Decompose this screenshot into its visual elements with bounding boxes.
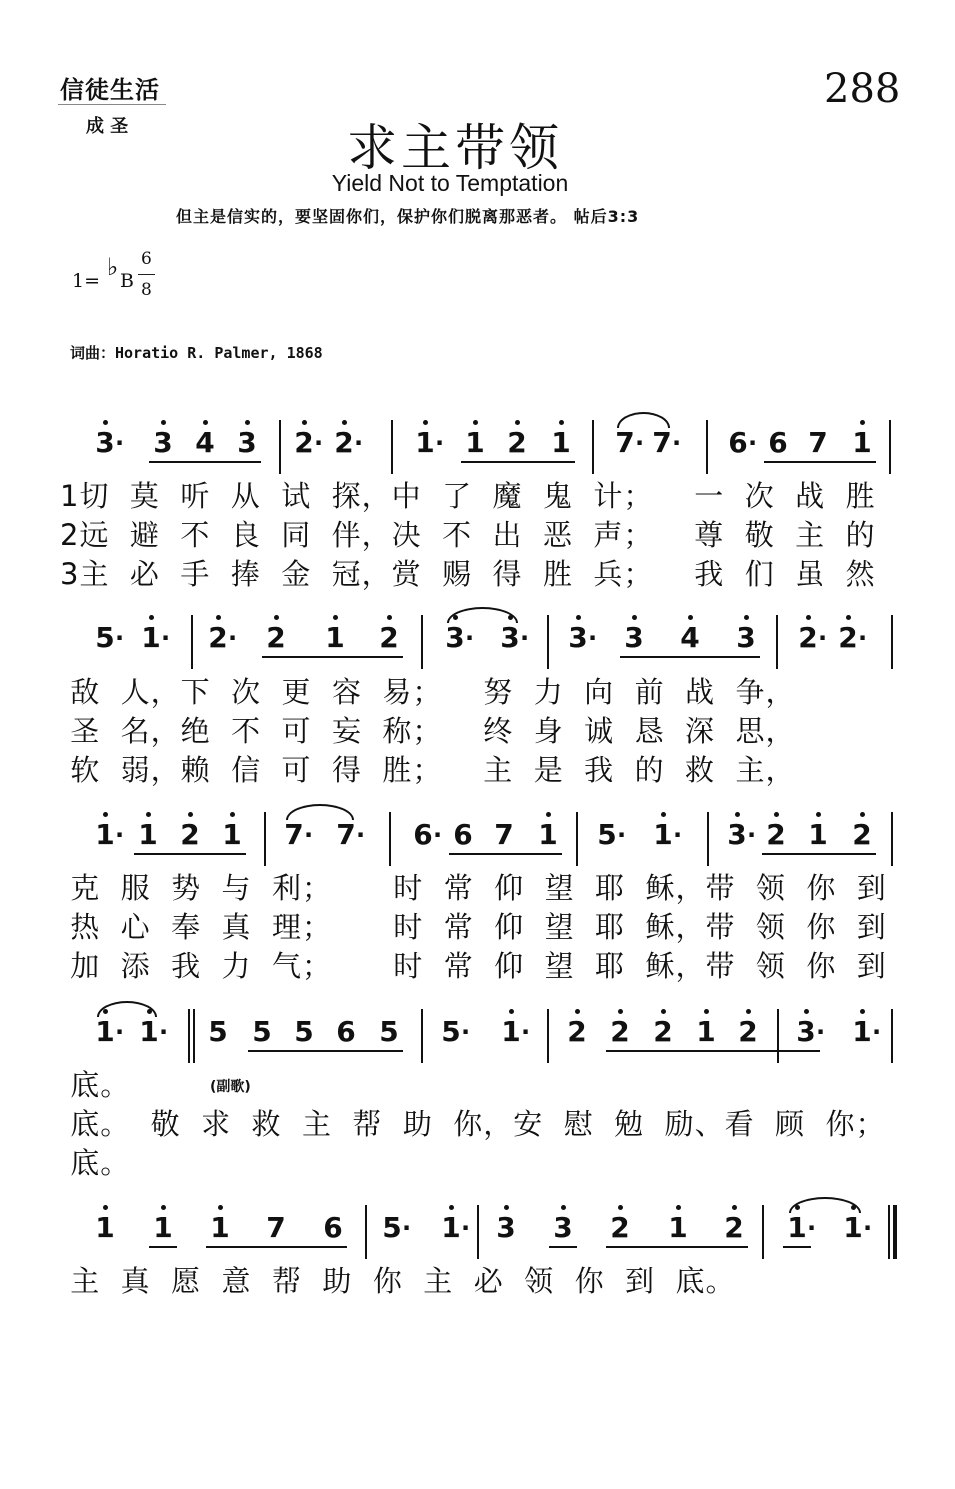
note-7: 7	[652, 426, 672, 459]
augmentation-dot: ·	[356, 821, 366, 849]
high-octave-dot	[188, 812, 193, 817]
lyric-verse-2-line-1: 2远 避 不 良 同 伴，决 不 出 恶 声； 尊 敬 主 的	[60, 518, 876, 552]
time-signature-numerator: 6	[141, 249, 152, 269]
note-3: 3	[550, 1211, 576, 1245]
eighth-note-beam	[134, 853, 246, 855]
time-signature-denominator: 8	[141, 280, 152, 300]
note-1: 1	[136, 1015, 162, 1049]
augmentation-dot: ·	[159, 1018, 169, 1046]
augmentation-dot: ·	[461, 1018, 471, 1046]
note-1: 1	[92, 818, 118, 852]
augmentation-dot: ·	[402, 1214, 412, 1242]
barline	[592, 420, 594, 474]
high-octave-dot	[504, 1205, 509, 1210]
augmentation-dot: ·	[816, 1018, 826, 1046]
music-line-4	[0, 1001, 955, 1081]
composer-credits: 词曲：Horatio R. Palmer, 1868	[70, 344, 323, 362]
note-2: 2	[650, 1015, 676, 1049]
note-1: 1	[438, 1211, 464, 1245]
tie-arc	[286, 804, 354, 820]
hymn-title: 求主带领	[347, 119, 563, 177]
category-divider	[58, 104, 166, 105]
eighth-note-beam	[783, 1246, 811, 1248]
note-1: 1	[462, 426, 488, 460]
note-6: 6	[768, 426, 788, 459]
augmentation-dot: ·	[672, 429, 682, 457]
high-octave-dot	[632, 615, 637, 620]
high-octave-dot	[806, 615, 811, 620]
augmentation-dot: ·	[304, 821, 314, 849]
note-2: 2	[263, 621, 289, 655]
note-1: 1	[92, 1015, 118, 1049]
note-7: 7	[336, 818, 356, 851]
augmentation-dot: ·	[161, 624, 171, 652]
note-3: 3	[493, 1211, 519, 1245]
eighth-note-beam	[149, 1246, 177, 1248]
lyric-verse-3-line-4: 底。	[60, 1146, 131, 1180]
lyric-verse-2-line-3: 热 心 奉 真 理； 时 常 仰 望 耶 稣，带 领 你 到	[60, 910, 887, 944]
barline	[264, 812, 266, 866]
note-7: 7	[284, 818, 304, 851]
high-octave-dot	[509, 1009, 514, 1014]
note-1: 1	[150, 1211, 176, 1245]
note-1: 1	[693, 1015, 719, 1049]
key-label: 1=	[72, 270, 101, 292]
note-5: 5	[95, 621, 115, 654]
augmentation-dot: ·	[588, 624, 598, 652]
note-2: 2	[564, 1015, 590, 1049]
augmentation-dot: ·	[520, 624, 530, 652]
scripture-verse: 但主是信实的，要坚固你们，保护你们脱离那恶者。 帖后3:3	[176, 207, 640, 226]
note-2: 2	[721, 1211, 747, 1245]
note-1: 1	[548, 426, 574, 460]
high-octave-dot	[203, 420, 208, 425]
barline	[891, 812, 893, 866]
high-octave-dot	[161, 1205, 166, 1210]
final-barline	[888, 1205, 897, 1259]
note-7: 7	[494, 818, 514, 851]
barline	[279, 420, 281, 474]
note-2: 2	[763, 818, 789, 852]
note-4: 4	[677, 621, 703, 655]
augmentation-dot: ·	[748, 429, 758, 457]
barline	[706, 420, 708, 474]
augmentation-dot: ·	[858, 624, 868, 652]
augmentation-dot: ·	[617, 821, 627, 849]
note-3: 3	[733, 621, 759, 655]
high-octave-dot	[744, 615, 749, 620]
note-1: 1	[219, 818, 245, 852]
note-3: 3	[234, 426, 260, 460]
note-5: 5	[441, 1015, 461, 1048]
high-octave-dot	[735, 812, 740, 817]
high-octave-dot	[149, 615, 154, 620]
augmentation-dot: ·	[747, 821, 757, 849]
high-octave-dot	[449, 1205, 454, 1210]
augmentation-dot: ·	[818, 624, 828, 652]
note-5: 5	[252, 1015, 272, 1048]
lyric-verse-1-line-2: 敌 人，下 次 更 容 易； 努 力 向 前 战 争，	[60, 675, 796, 709]
augmentation-dot: ·	[115, 821, 125, 849]
note-1: 1	[840, 1211, 866, 1245]
note-3: 3	[497, 621, 523, 655]
high-octave-dot	[103, 420, 108, 425]
note-3: 3	[724, 818, 750, 852]
note-1: 1	[135, 818, 161, 852]
note-6: 6	[323, 1211, 343, 1244]
lyric-verse-2-line-2: 圣 名，绝 不 可 妄 称； 终 身 诚 恳 深 思，	[60, 714, 796, 748]
lyric-chorus-line-1: 底。 敬 求 救 主 帮 助 你，安 慰 勉 励、看 顾 你；	[60, 1107, 886, 1141]
eighth-note-beam	[762, 853, 876, 855]
high-octave-dot	[774, 812, 779, 817]
eighth-note-beam	[149, 461, 261, 463]
high-octave-dot	[387, 615, 392, 620]
augmentation-dot: ·	[461, 1214, 471, 1242]
barline	[547, 1009, 549, 1063]
note-1: 1	[784, 1211, 810, 1245]
augmentation-dot: ·	[433, 821, 443, 849]
high-octave-dot	[576, 615, 581, 620]
note-1: 1	[138, 621, 164, 655]
eighth-note-beam	[764, 461, 876, 463]
barline	[547, 615, 549, 669]
high-octave-dot	[103, 1205, 108, 1210]
lyric-verse-1-line-4: 底。	[60, 1068, 131, 1102]
high-octave-dot	[846, 615, 851, 620]
note-2: 2	[177, 818, 203, 852]
lyric-chorus-line-2: 主 真 愿 意 帮 助 你 主 必 领 你 到 底。	[60, 1264, 736, 1298]
key-note: B	[120, 270, 134, 292]
eighth-note-beam	[606, 1246, 748, 1248]
high-octave-dot	[302, 420, 307, 425]
high-octave-dot	[618, 1009, 623, 1014]
note-5: 5	[382, 1211, 402, 1244]
high-octave-dot	[860, 420, 865, 425]
lyric-verse-1-line-3: 克 服 势 与 利； 时 常 仰 望 耶 稣，带 领 你 到	[60, 871, 887, 905]
augmentation-dot: ·	[465, 624, 475, 652]
high-octave-dot	[661, 1009, 666, 1014]
high-octave-dot	[216, 615, 221, 620]
barline	[421, 1009, 423, 1063]
note-3: 3	[92, 426, 118, 460]
tie-arc	[789, 1197, 861, 1213]
augmentation-dot: ·	[673, 821, 683, 849]
note-1: 1	[805, 818, 831, 852]
category-label: 信徒生活	[60, 75, 160, 104]
high-octave-dot	[515, 420, 520, 425]
note-2: 2	[376, 621, 402, 655]
lyric-verse-1-line-1: 1切 莫 听 从 试 探，中 了 魔 鬼 计； 一 次 战 胜	[60, 479, 876, 513]
note-1: 1	[650, 818, 676, 852]
lyric-verse-3-line-3: 加 添 我 力 气； 时 常 仰 望 耶 稣，带 领 你 到	[60, 949, 887, 983]
high-octave-dot	[559, 420, 564, 425]
barline	[762, 1205, 764, 1259]
note-3: 3	[621, 621, 647, 655]
subcategory-label: 成 圣	[86, 116, 129, 137]
high-octave-dot	[245, 420, 250, 425]
high-octave-dot	[746, 1009, 751, 1014]
note-2: 2	[849, 818, 875, 852]
augmentation-dot: ·	[115, 1018, 125, 1046]
note-7: 7	[615, 426, 635, 459]
barline	[707, 812, 709, 866]
chorus-label: (副歌)	[210, 1079, 251, 1095]
high-octave-dot	[860, 1009, 865, 1014]
double-barline	[188, 1009, 195, 1063]
note-2: 2	[835, 621, 861, 655]
eighth-note-beam	[206, 1246, 347, 1248]
barline	[365, 1205, 367, 1259]
barline	[776, 615, 778, 669]
flat-sign: ♭	[107, 253, 119, 281]
high-octave-dot	[342, 420, 347, 425]
augmentation-dot: ·	[314, 429, 324, 457]
augmentation-dot: ·	[635, 429, 645, 457]
note-5: 5	[294, 1015, 314, 1048]
note-1: 1	[92, 1211, 118, 1245]
barline	[891, 615, 893, 669]
tie-arc	[97, 1001, 157, 1017]
note-1: 1	[412, 426, 438, 460]
note-1: 1	[322, 621, 348, 655]
note-7: 7	[266, 1211, 286, 1244]
note-4: 4	[192, 426, 218, 460]
note-2: 2	[331, 426, 357, 460]
eighth-note-beam	[606, 1050, 820, 1052]
augmentation-dot: ·	[115, 429, 125, 457]
high-octave-dot	[618, 1205, 623, 1210]
tie-arc	[447, 607, 518, 623]
lyric-verse-3-line-2: 软 弱，赖 信 可 得 胜； 主 是 我 的 救 主，	[60, 753, 796, 787]
high-octave-dot	[333, 615, 338, 620]
eighth-note-beam	[461, 461, 575, 463]
high-octave-dot	[146, 812, 151, 817]
high-octave-dot	[218, 1205, 223, 1210]
augmentation-dot: ·	[115, 624, 125, 652]
hymn-subtitle: Yield Not to Temptation	[331, 170, 569, 196]
note-1: 1	[498, 1015, 524, 1049]
note-5: 5	[208, 1015, 228, 1048]
barline	[576, 812, 578, 866]
note-1: 1	[207, 1211, 233, 1245]
note-7: 7	[808, 426, 828, 459]
high-octave-dot	[688, 615, 693, 620]
high-octave-dot	[274, 615, 279, 620]
high-octave-dot	[704, 1009, 709, 1014]
high-octave-dot	[161, 420, 166, 425]
high-octave-dot	[103, 812, 108, 817]
barline	[191, 615, 193, 669]
high-octave-dot	[860, 812, 865, 817]
note-1: 1	[849, 426, 875, 460]
note-2: 2	[291, 426, 317, 460]
augmentation-dot: ·	[863, 1214, 873, 1242]
augmentation-dot: ·	[521, 1018, 531, 1046]
note-5: 5	[379, 1015, 399, 1048]
note-2: 2	[735, 1015, 761, 1049]
lyric-verse-3-line-1: 3主 必 手 捧 金 冠，赏 赐 得 胜 兵； 我 们 虽 然	[60, 557, 876, 591]
note-3: 3	[442, 621, 468, 655]
barline	[389, 812, 391, 866]
high-octave-dot	[661, 812, 666, 817]
high-octave-dot	[676, 1205, 681, 1210]
eighth-note-beam	[262, 656, 403, 658]
high-octave-dot	[561, 1205, 566, 1210]
augmentation-dot: ·	[872, 1018, 882, 1046]
note-2: 2	[205, 621, 231, 655]
barline	[421, 615, 423, 669]
note-3: 3	[150, 426, 176, 460]
augmentation-dot: ·	[807, 1214, 817, 1242]
note-5: 5	[597, 818, 617, 851]
high-octave-dot	[423, 420, 428, 425]
high-octave-dot	[473, 420, 478, 425]
eighth-note-beam	[248, 1050, 403, 1052]
note-3: 3	[565, 621, 591, 655]
augmentation-dot: ·	[228, 624, 238, 652]
high-octave-dot	[230, 812, 235, 817]
high-octave-dot	[732, 1205, 737, 1210]
barline	[891, 1009, 893, 1063]
eighth-note-beam	[549, 1246, 577, 1248]
note-1: 1	[849, 1015, 875, 1049]
note-2: 2	[795, 621, 821, 655]
augmentation-dot: ·	[435, 429, 445, 457]
note-3: 3	[793, 1015, 819, 1049]
barline	[391, 420, 393, 474]
tie-arc	[617, 412, 670, 428]
note-2: 2	[607, 1211, 633, 1245]
high-octave-dot	[804, 1009, 809, 1014]
note-6: 6	[336, 1015, 356, 1048]
note-1: 1	[665, 1211, 691, 1245]
note-2: 2	[504, 426, 530, 460]
note-6: 6	[413, 818, 433, 851]
note-6: 6	[728, 426, 748, 459]
hymn-number: 288	[824, 66, 901, 112]
eighth-note-beam	[620, 656, 760, 658]
barline	[777, 1009, 779, 1063]
high-octave-dot	[816, 812, 821, 817]
eighth-note-beam	[449, 853, 562, 855]
note-1: 1	[535, 818, 561, 852]
high-octave-dot	[575, 1009, 580, 1014]
note-6: 6	[453, 818, 473, 851]
time-signature-line	[138, 274, 155, 275]
note-2: 2	[607, 1015, 633, 1049]
high-octave-dot	[546, 812, 551, 817]
barline	[477, 1205, 479, 1259]
barline	[889, 420, 891, 474]
augmentation-dot: ·	[354, 429, 364, 457]
